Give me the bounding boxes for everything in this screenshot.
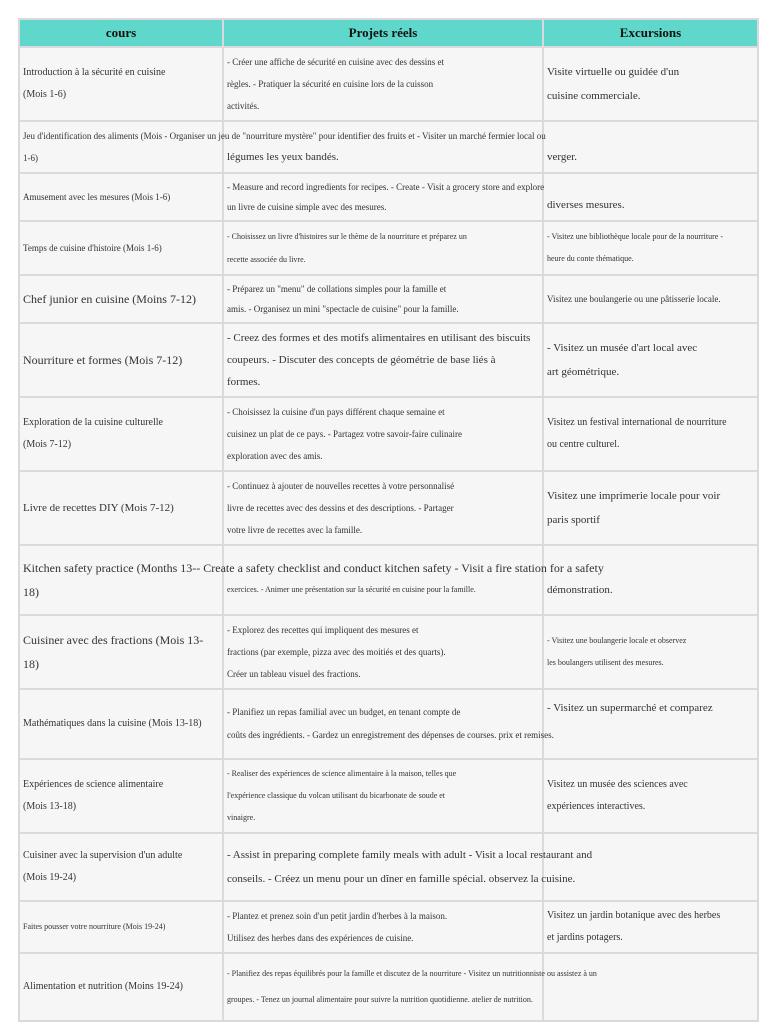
trip-cell xyxy=(543,221,758,275)
project-text: - Choisissez la cuisine d'un pays différent chaque semaine et cuisinez un plat de ce pays. - Partagez votre savoir-faire culinaire exploration avec des amis. xyxy=(227,407,462,461)
course-text: Alimentation et nutrition (Moins 19-24) xyxy=(23,981,183,992)
project-cell xyxy=(223,901,543,953)
project-cell xyxy=(223,397,543,471)
project-text: - Realiser des expériences de science alimentaire à la maison, telles que l'expérience classique du volcan utilisant du bicarbonate de soude et vinaigre. xyxy=(227,769,457,822)
project-cell xyxy=(223,121,543,173)
course-cell xyxy=(19,221,223,275)
trip-text: Visitez un musée des sciences avec expériences interactives. xyxy=(547,779,688,812)
curriculum-table xyxy=(18,18,759,1022)
trip-text: - Visitez un musée d'art local avec art géométrique. xyxy=(547,342,698,378)
project-cell xyxy=(223,545,543,615)
table-row xyxy=(19,615,758,689)
trip-cell xyxy=(543,759,758,833)
course-text: Cuisiner avec des fractions (Mois 13- 18) xyxy=(23,633,204,671)
project-cell xyxy=(223,173,543,221)
trip-text: Visitez une boulangerie ou une pâtisserie locale. xyxy=(547,294,721,304)
table-row xyxy=(19,759,758,833)
table-row xyxy=(19,275,758,323)
table-row xyxy=(19,323,758,397)
project-text: - Continuez à ajouter de nouvelles recettes à votre personnalisé livre de recettes avec des dessins et des descriptions. - Partager votre livre de recettes avec la famille. xyxy=(227,481,455,535)
trip-cell xyxy=(543,471,758,545)
trip-text: Visitez un festival international de nourriture ou centre culturel. xyxy=(547,417,727,450)
course-cell xyxy=(19,275,223,323)
project-cell xyxy=(223,689,554,759)
project-text: exercices. - Animer une présentation sur la sécurité en cuisine pour la famille. xyxy=(227,584,476,594)
course-text: Jeu d'identification des aliments (Mois - Organiser un jeu de "nourriture mystère" pour identifier des fruits et - Visiter un marché fermier local ou 1-6) xyxy=(23,131,546,163)
trip-text: Visite virtuelle ou guidée d'un cuisine commerciale. xyxy=(547,66,680,102)
course-text: Exploration de la cuisine culturelle (Mois 7-12) xyxy=(23,417,163,450)
project-cell xyxy=(223,47,543,121)
project-text: légumes les yeux bandés. xyxy=(227,151,339,163)
project-cell xyxy=(223,759,543,833)
table-row xyxy=(19,221,758,275)
project-cell xyxy=(223,221,543,275)
table-row xyxy=(19,173,758,221)
course-cell xyxy=(19,689,223,759)
project-text: - Measure and record ingredients for recipes. - Create - Visit a grocery store and explore un livre de cuisine simple avec des mesures. xyxy=(227,182,545,212)
trip-cell xyxy=(543,47,758,121)
trip-text: démonstration. xyxy=(547,583,613,596)
course-text: Nourriture et formes (Mois 7-12) xyxy=(23,353,183,367)
project-text: - Planifiez des repas équilibrés pour la famille et discutez de la nourriture - Visitez un nutritionniste ou assistez à un groupes. - Tenez un journal alimentaire pour suivre la nutrition quotidienne. atelier de nutrition. xyxy=(227,969,597,1004)
table-row xyxy=(19,689,758,759)
table-row xyxy=(19,833,758,901)
project-text: - Plantez et prenez soin d'un petit jardin d'herbes à la maison. Utilisez des herbes dans des expériences de cuisine. xyxy=(227,911,448,943)
table-row xyxy=(19,471,758,545)
course-text: Expériences de science alimentaire (Mois 13-18) xyxy=(23,779,164,812)
trip-cell xyxy=(543,323,758,397)
course-cell xyxy=(19,173,223,221)
course-cell xyxy=(19,47,223,121)
course-cell xyxy=(19,833,223,901)
trip-cell xyxy=(543,545,758,615)
project-text: - Planifiez un repas familial avec un budget, en tenant compte de coûts des ingrédients. - Gardez un enregistrement des dépenses de courses. prix et remises. xyxy=(227,707,554,740)
trip-cell xyxy=(543,173,758,221)
project-cell xyxy=(223,833,593,901)
trip-cell xyxy=(543,901,758,953)
trip-text: diverses mesures. xyxy=(547,199,625,211)
project-cell xyxy=(223,275,543,323)
trip-cell xyxy=(543,689,758,759)
table-row xyxy=(19,901,758,953)
trip-cell xyxy=(543,121,758,173)
header-row xyxy=(19,19,758,47)
course-text: Faites pousser votre nourriture (Mois 19-24) xyxy=(23,922,166,931)
course-text: Mathématiques dans la cuisine (Mois 13-18) xyxy=(23,718,202,729)
project-text: - Créer une affiche de sécurité en cuisine avec des dessins et règles. - Pratiquer la sécurité en cuisine lors de la cuisson activités. xyxy=(227,57,444,111)
table-row xyxy=(19,121,758,173)
course-cell xyxy=(19,759,223,833)
trip-text: Visitez un jardin botanique avec des herbes et jardins potagers. xyxy=(547,910,721,943)
header-projets: Projets réels xyxy=(223,19,543,47)
course-text: Cuisiner avec la supervision d'un adulte (Mois 19-24) xyxy=(23,850,183,883)
course-text: Introduction à la sécurité en cuisine (Mois 1-6) xyxy=(23,67,166,100)
project-text: - Explorez des recettes qui impliquent des mesures et fractions (par exemple, pizza avec des moitiés et des quarts). Créer un tableau visuel des fractions. xyxy=(227,625,446,679)
course-cell xyxy=(19,901,223,953)
trip-text: - Visitez une bibliothèque locale pour de la nourriture - heure du conte thématique. xyxy=(547,232,723,263)
project-cell xyxy=(223,953,597,1021)
trip-text: verger. xyxy=(547,151,578,163)
project-cell xyxy=(223,615,543,689)
table-row xyxy=(19,953,758,1021)
table-row xyxy=(19,47,758,121)
course-cell xyxy=(19,615,223,689)
trip-cell xyxy=(543,275,758,323)
trip-text: - Visitez une boulangerie locale et observez les boulangers utilisent des mesures. xyxy=(547,636,687,667)
course-text: Kitchen safety practice (Months 13-- Create a safety checklist and conduct kitchen safety - Visit a fire station for a safety 18) xyxy=(23,561,604,599)
trip-cell xyxy=(543,397,758,471)
course-text: Chef junior en cuisine (Moins 7-12) xyxy=(23,292,196,306)
project-text: - Préparez un "menu" de collations simples pour la famille et amis. - Organisez un mini "spectacle de cuisine" pour la famille. xyxy=(227,284,459,314)
course-cell xyxy=(19,323,223,397)
header-excursions: Excursions xyxy=(543,19,758,47)
trip-cell xyxy=(543,615,758,689)
trip-text: Visitez une imprimerie locale pour voir paris sportif xyxy=(547,490,721,526)
project-text: - Assist in preparing complete family meals with adult - Visit a local restaurant and conseils. - Créez un menu pour un dîner en famille spécial. observez la cuisine. xyxy=(227,849,593,885)
project-cell xyxy=(223,323,543,397)
table-row xyxy=(19,545,758,615)
project-cell xyxy=(223,471,543,545)
course-text: Livre de recettes DIY (Mois 7-12) xyxy=(23,502,174,514)
project-text: - Choisissez un livre d'histoires sur le thème de la nourriture et préparez un recette associée du livre. xyxy=(227,232,467,264)
course-text: Amusement avec les mesures (Mois 1-6) xyxy=(23,192,171,202)
course-cell xyxy=(19,471,223,545)
course-cell xyxy=(19,953,223,1021)
trip-cell xyxy=(543,833,758,901)
header-cours: cours xyxy=(19,19,223,47)
course-text: Temps de cuisine d'histoire (Mois 1-6) xyxy=(23,243,162,253)
trip-cell xyxy=(543,953,758,1021)
course-cell xyxy=(19,397,223,471)
project-text: - Creez des formes et des motifs alimentaires en utilisant des biscuits coupeurs. - Discuter des concepts de géométrie de base liés à formes. xyxy=(227,332,531,388)
table-row xyxy=(19,397,758,471)
trip-text: - Visitez un supermarché et comparez xyxy=(547,702,713,714)
